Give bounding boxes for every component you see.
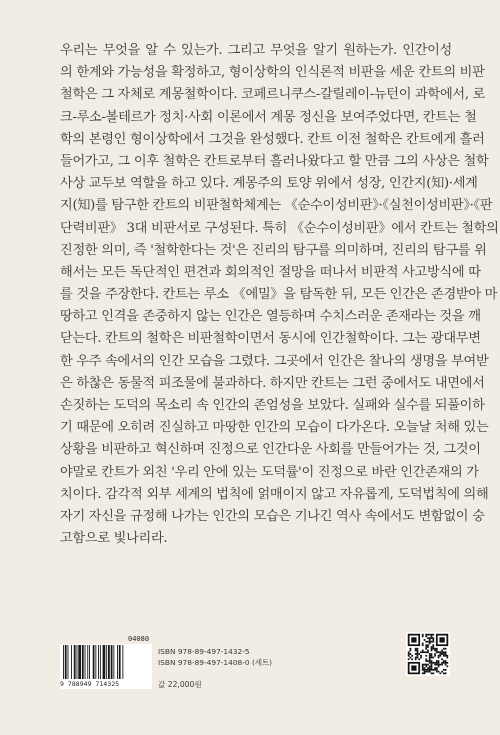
text-line: 치이다. 감각적 외부 세계의 법칙에 얽매이지 않고 자유롭게, 도덕법칙에 의해 <box>60 486 489 502</box>
text-line: 기 때문에 오히려 진실하고 마땅한 인간의 모습이 다가온다. 오늘날 처해 있는 <box>60 420 489 436</box>
text-line: 고함으로 빛나리라. <box>60 531 168 547</box>
barcode-addon-code: 04080 <box>128 635 150 643</box>
text-line: 한 우주 속에서의 인간 모습을 그렸다. 그곳에서 인간은 찰나의 생명을 부여받 <box>60 353 489 369</box>
text-line: 자기 자신을 규정해 나가는 인간의 모습은 기나긴 역사 속에서도 변함없이 숭 <box>60 508 485 524</box>
barcode-digits: 9 788949 714325 <box>60 680 152 689</box>
text-line: 손짓하는 도덕의 목소리 속 인간의 존엄성을 보았다. 실패와 실수를 되풀이하 <box>60 398 485 413</box>
text-line: 상황을 비판하고 혁신하며 진정으로 인간다운 사회를 만들어가는 것, 그것이 <box>60 442 481 458</box>
isbn-info <box>158 647 272 668</box>
text-line: 해서는 모든 독단적인 편견과 회의적인 절망을 떠나서 비판적 사고방식에 따 <box>60 264 481 280</box>
price-label: 값 22,000원 <box>158 680 202 689</box>
text-line: 진정한 의미, 즉 '철학한다는 것'은 진리의 탐구를 의미하며, 진리의 탐구를 위 <box>60 242 487 258</box>
text-line: 우리는 무엇을 알 수 있는가. 그리고 무엇을 알기 원하는가. 인간이성 <box>60 43 452 58</box>
text-line: 은 하찮은 동물적 피조물에 불과하다. 하지만 칸트는 그런 중에서도 내면에서 <box>60 375 485 391</box>
text-line: 를 것을 주장한다. 칸트는 루소 《에밀》을 탐독한 뒤, 모든 인간은 존경받아 마 <box>60 287 498 303</box>
text-line: 단력비판》 3대 비판서로 구성된다. 특히 《순수이성비판》에서 칸트는 철학의 <box>60 220 499 236</box>
isbn-set-line: ISBN 978-89-497-1408-0 (세트) <box>158 657 273 667</box>
blurb-text <box>60 40 499 550</box>
text-line: 철학은 그 자체로 계몽철학이다. 코페르니쿠스-갈릴레이-뉴턴이 과학에서, 로 <box>60 87 486 103</box>
barcode <box>60 635 152 691</box>
text-line: 땅하고 인격을 존중하지 않는 인간은 열등하며 수치스러운 존재라는 것을 깨 <box>60 309 481 325</box>
text-line: 닫는다. 칸트의 철학은 비판철학이면서 동시에 인간철학이다. 그는 광대무변 <box>60 331 481 347</box>
text-line: 지(知)를 탐구한 칸트의 비판철학체계는 《순수이성비판》·《실천이성비판》·《판 <box>60 198 493 214</box>
qr-code-icon <box>406 632 450 676</box>
text-line: 야말로 칸트가 외친 '우리 안에 있는 도덕률'이 진정으로 바란 인간존재의 가 <box>60 464 479 480</box>
barcode-icon <box>60 644 152 680</box>
text-line: 의 한계와 가능성을 확정하고, 형이상학의 인식론적 비판을 세운 칸트의 비판 <box>60 65 485 81</box>
isbn-line: ISBN 978-89-497-1432-5 <box>158 647 250 656</box>
text-line: 학의 본령인 형이상학에서 그것을 완성했다. 칸트 이전 철학은 칸트에게 흘러 <box>60 131 485 147</box>
text-line: 크-루소-볼테르가 정치·사회 이론에서 계몽 정신을 보여주었다면, 칸트는 철 <box>60 109 477 125</box>
text-line: 사상 교두보 역할을 하고 있다. 계몽주의 토양 위에서 성장, 인간지(知)·세계 <box>60 176 478 192</box>
text-line: 들어가고, 그 이후 철학은 칸트로부터 흘러나왔다고 할 만큼 그의 사상은 철학 <box>60 153 489 169</box>
